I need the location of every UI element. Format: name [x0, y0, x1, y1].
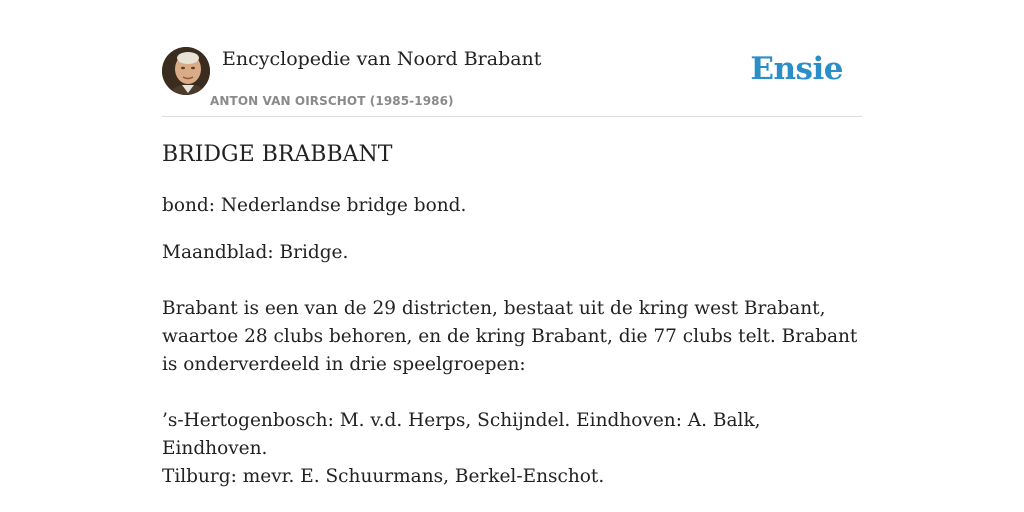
- ensie-logo[interactable]: Ensie: [750, 51, 843, 87]
- article-paragraph: Tilburg: mevr. E. Schuurmans, Berkel-Enschot.: [162, 466, 605, 487]
- author-portrait-icon: [162, 47, 210, 95]
- article-paragraph: Maandblad: Bridge.: [162, 242, 349, 263]
- article-paragraph: ’s-Hertogenbosch: M. v.d. Herps, Schijndel. Eindhoven: A. Balk, Eindhoven.: [162, 410, 761, 459]
- author-name[interactable]: ANTON VAN OIRSCHOT (1985-1986): [210, 94, 454, 108]
- encyclopedia-title[interactable]: Encyclopedie van Noord Brabant: [222, 48, 542, 70]
- page-container: [162, 0, 862, 487]
- article-header: [162, 0, 862, 117]
- article-paragraph: bond: Nederlandse bridge bond.: [162, 195, 467, 216]
- article-title: BRIDGE BRABBANT: [162, 142, 393, 167]
- article-paragraph: Brabant is een van de 29 districten, bestaat uit de kring west Brabant, waartoe 28 clubs behoren, en de kring Brabant, die 77 clubs telt. Brabant is onderverdeeld in drie speelgroepen:: [162, 298, 858, 375]
- author-avatar[interactable]: [162, 47, 210, 95]
